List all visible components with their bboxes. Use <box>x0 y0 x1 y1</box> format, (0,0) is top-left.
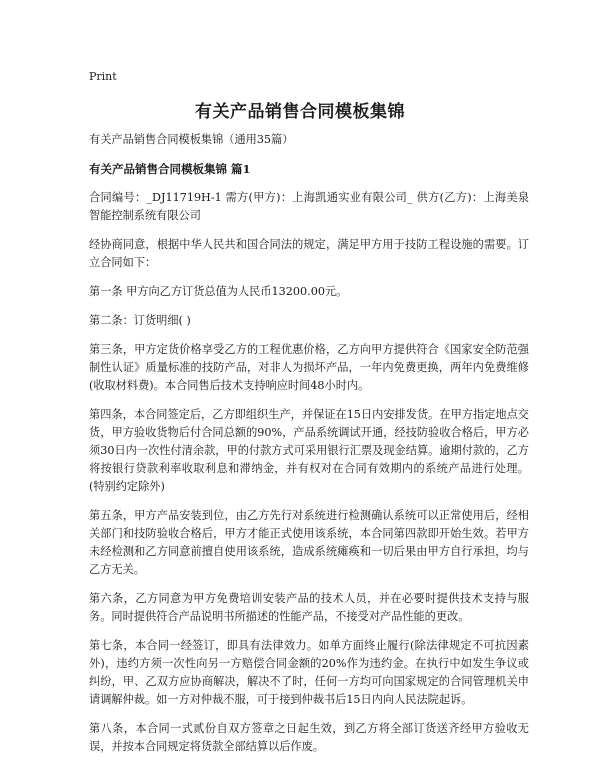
paragraph-article-2: 第二条：订货明细( ) <box>89 314 191 327</box>
paragraph-preamble: 经协商同意，根据中华人民共和国合同法的规定，满足甲方用于技防工程设施的需要。订立合同如下： <box>89 238 529 269</box>
paragraph-contract-parties: 合同编号：_DJ11719H-1 需方(甲方)：上海凯通实业有限公司_ 供方(乙方)：上海美泉智能控制系统有限公司 <box>89 191 529 222</box>
document-subtitle: 有关产品销售合同模板集锦（通用35篇） <box>89 133 294 146</box>
paragraph-article-3: 第三条，甲方定货价格享受乙方的工程优惠价格，乙方向甲方提供符合《国家安全防范强制性认证》质量标准的技防产品，对非人为损坏产品，一年内免费更换，两年内免费维修(收取材料费)。本合同售后技术支持响应时间48小时内。 <box>89 343 529 392</box>
paragraph-article-8: 第八条，本合同一式贰份自双方签章之日起生效，到乙方将全部订货送齐经甲方验收无误，并按本合同规定将货款全部结算以后作废。 <box>89 722 529 753</box>
section-heading: 有关产品销售合同模板集锦 篇1 <box>89 162 251 176</box>
paragraph-article-7: 第七条，本合同一经签订，即具有法律效力。如单方面终止履行(除法律规定不可抗因素外)，违约方须一次性向另一方赔偿合同金额的20%作为违约金。在执行中如发生争议或纠纷，甲、乙双方应协商解决，解决不了时，任何一方均可向国家规定的合同管理机关申请调解仲裁。如一方对仲裁不服，可于接到仲裁书后15日内向人民法院起诉。 <box>89 639 529 706</box>
print-label[interactable]: Print <box>89 70 117 83</box>
document-title: 有关产品销售合同模板集锦 <box>195 102 405 122</box>
document-body <box>89 131 529 767</box>
paragraph-article-4: 第四条，本合同签定后，乙方即组织生产，并保证在15日内安排发货。在甲方指定地点交货，甲方验收货物后付合同总额的90%，产品系统调试开通，经技防验收合格后，甲方必须30日内一次性付清余款，甲的付款方式可采用银行汇票及现金结算。逾期付款的，乙方将按银行贷款利率收取利息和滞纳金，并有权对在合同有效期内的系统产品进行处理。(特别约定除外) <box>89 408 529 493</box>
paragraph-article-5: 第五条，甲方产品安装到位，由乙方先行对系统进行检测确认系统可以正常使用后，经相关部门和技防验收合格后，甲方才能正式使用该系统，本合同第四款即开始生效。若甲方未经检测和乙方同意前擅自使用该系统，造成系统瘫痪和一切后果由甲方自行承担，均与乙方无关。 <box>89 509 529 576</box>
paragraph-article-6: 第六条，乙方同意为甲方免费培训安装产品的技术人员，并在必要时提供技术支持与服务。同时提供符合产品说明书所描述的性能产品，不接受对产品性能的更改。 <box>89 592 529 623</box>
paragraph-article-1: 第一条 甲方向乙方订货总值为人民币13200.00元。 <box>89 285 348 298</box>
